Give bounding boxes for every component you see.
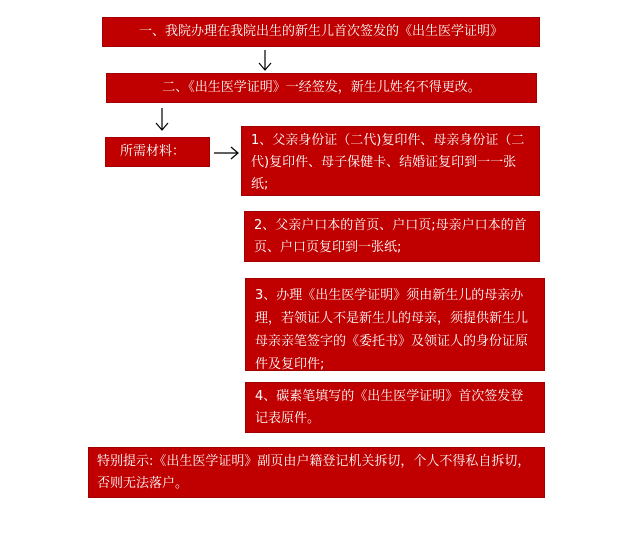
materials-label: 所需材料： xyxy=(120,144,186,159)
notice-box xyxy=(88,447,545,498)
requirement-4-box xyxy=(245,382,545,433)
requirement-3-text: 3、办理《出生医学证明》须由新生儿的母亲办理，若领证人不是新生儿的母亲，须提供新生儿母亲亲笔签字的《委托书》及领证人的身份证原件及复印件; xyxy=(255,288,529,372)
arrow-down-1 xyxy=(258,50,272,72)
step-1-box xyxy=(102,17,540,47)
step-1-text: 一、我院办理在我院出生的新生儿首次签发的《出生医学证明》 xyxy=(138,24,503,39)
requirement-2-text: 2、父亲户口本的首页、户口页;母亲户口本的首页、户口页复印到一张纸; xyxy=(254,218,527,255)
step-2-box xyxy=(106,73,537,103)
notice-text: 特别提示:《出生医学证明》副页由户籍登记机关拆切，个人不得私自拆切，否则无法落户。 xyxy=(97,454,531,491)
materials-box xyxy=(105,137,210,167)
requirement-3-box xyxy=(245,278,545,371)
arrow-down-2 xyxy=(155,108,169,132)
requirement-2-box xyxy=(244,211,540,262)
requirement-1-box xyxy=(241,126,540,196)
arrow-right xyxy=(214,146,240,160)
step-2-text: 二、《出生医学证明》一经签发，新生儿姓名不得更改。 xyxy=(162,80,481,95)
requirement-4-text: 4、碳素笔填写的《出生医学证明》首次签发登记表原件。 xyxy=(255,389,524,426)
requirement-1-text: 1、父亲身份证（二代)复印件、母亲身份证（二代)复印件、母子保健卡、结婚证复印到一一张纸; xyxy=(251,133,525,192)
